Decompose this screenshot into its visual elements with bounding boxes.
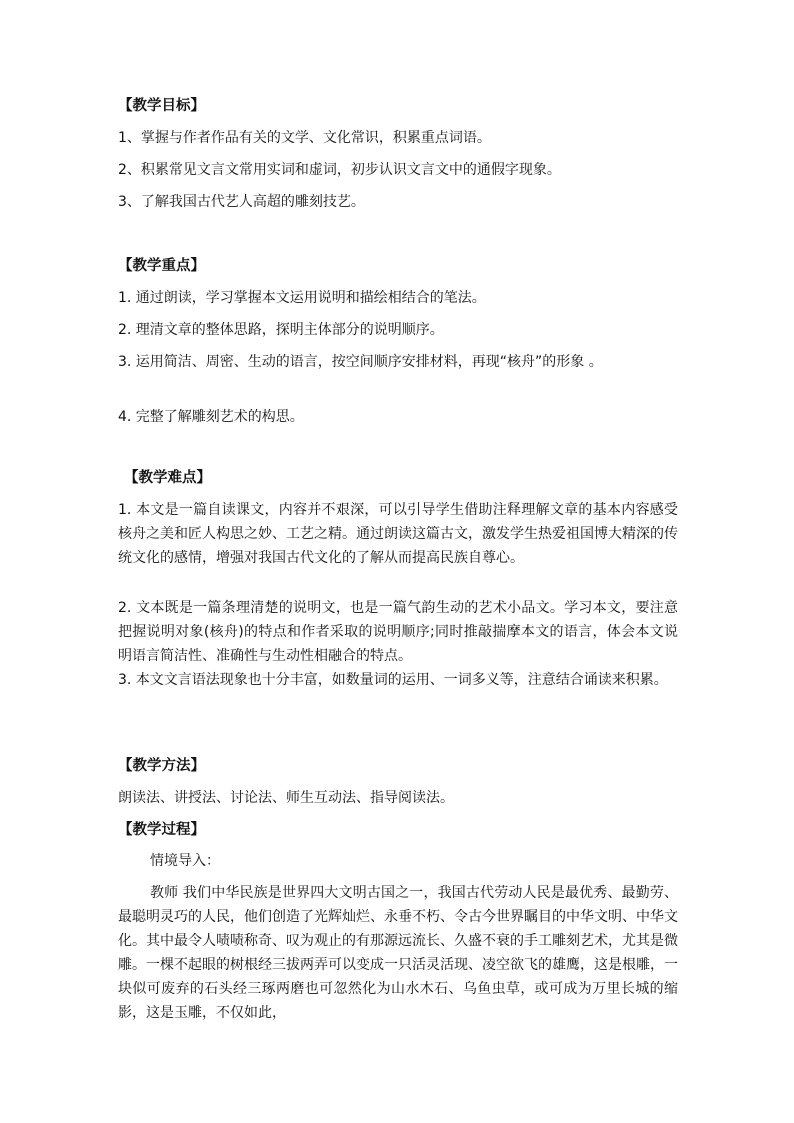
methods-section [118, 756, 678, 776]
objectives-item-3 [118, 192, 678, 212]
methods-text [118, 788, 678, 808]
intro-label: 情境导入： [150, 853, 220, 869]
difficulties-heading: 【教学难点】 [124, 470, 211, 486]
objectives-section [118, 96, 678, 116]
objectives-item-1 [118, 128, 678, 148]
teacher-text: 教师 我们中华民族是世界四大文明古国之一，我国古代劳动人民是最优秀、最勤劳、最聪明灵巧的人民，他们创造了光辉灿烂、永垂不朽、令古今世界瞩目的中华文明、中华文化。其中最令人啧啧称奇、叹为观止的有那源远流长、久盛不衰的手工雕刻艺术，尤其是微雕。一棵不起眼的树根经三拔两弄可以变成一只活灵活现、凌空欲飞的雄鹰，这是根雕，一块似可废弃的石头经三琢两磨也可忽然化为山水木石、乌鱼虫草，或可成为万里长城的缩影，这是玉雕，不仅如此， [118, 885, 678, 1021]
list-item: 1、掌握与作者作品有关的文学、文化常识，积累重点词语。 [118, 130, 491, 146]
difficulties-section [124, 468, 684, 488]
key-point-item-2 [118, 320, 678, 340]
difficulty-item-2 [118, 596, 678, 668]
list-item: 1. 本文是一篇自读课文，内容并不艰深，可以引导学生借助注释理解文章的基本内容感受核舟之美和匠人构思之妙、工艺之精。通过朗读这篇古文，激发学生热爱祖国博大精深的传统文化的感情，增强对我国古代文化的了解从而提高民族自尊心。 [118, 502, 678, 566]
list-item: 2. 文本既是一篇条理清楚的说明文，也是一篇气韵生动的艺术小品文。学习本文，要注意把握说明对象(核舟)的特点和作者采取的说明顺序;同时推敲揣摩本文的语言，体会本文说明语言简洁性、准确性与生动性相融合的特点。 [118, 600, 678, 664]
process-teacher-paragraph [118, 881, 678, 1025]
list-item: 4. 完整了解雕刻艺术的构思。 [118, 409, 304, 425]
methods-heading: 【教学方法】 [118, 758, 205, 774]
list-item: 2、积累常见文言文常用实词和虚词，初步认识文言文中的通假字现象。 [118, 162, 561, 178]
list-item: 3. 运用简洁、周密、生动的语言，按空间顺序安排材料，再现“核舟”的形象 。 [118, 354, 603, 370]
key-point-item-4 [118, 407, 678, 427]
key-point-item-1 [118, 288, 678, 308]
process-section [118, 820, 678, 840]
difficulty-item-3 [118, 668, 678, 692]
objectives-item-2 [118, 160, 678, 180]
list-item: 1. 通过朗读，学习掌握本文运用说明和描绘相结合的笔法。 [118, 290, 486, 306]
key-points-section [118, 256, 678, 276]
list-item: 3、了解我国古代艺人高超的雕刻技艺。 [118, 194, 365, 210]
difficulty-item-1 [118, 498, 678, 570]
key-points-heading: 【教学重点】 [118, 258, 205, 274]
process-heading: 【教学过程】 [118, 822, 205, 838]
process-intro [150, 851, 710, 871]
list-item: 2. 理清文章的整体思路，探明主体部分的说明顺序。 [118, 322, 444, 338]
list-item: 3. 本文文言语法现象也十分丰富，如数量词的运用、一词多义等，注意结合诵读来积累。 [118, 672, 668, 688]
key-point-item-3 [118, 352, 678, 372]
methods-body: 朗读法、讲授法、讨论法、师生互动法、指导阅读法。 [118, 790, 454, 806]
objectives-heading: 【教学目标】 [118, 98, 205, 114]
